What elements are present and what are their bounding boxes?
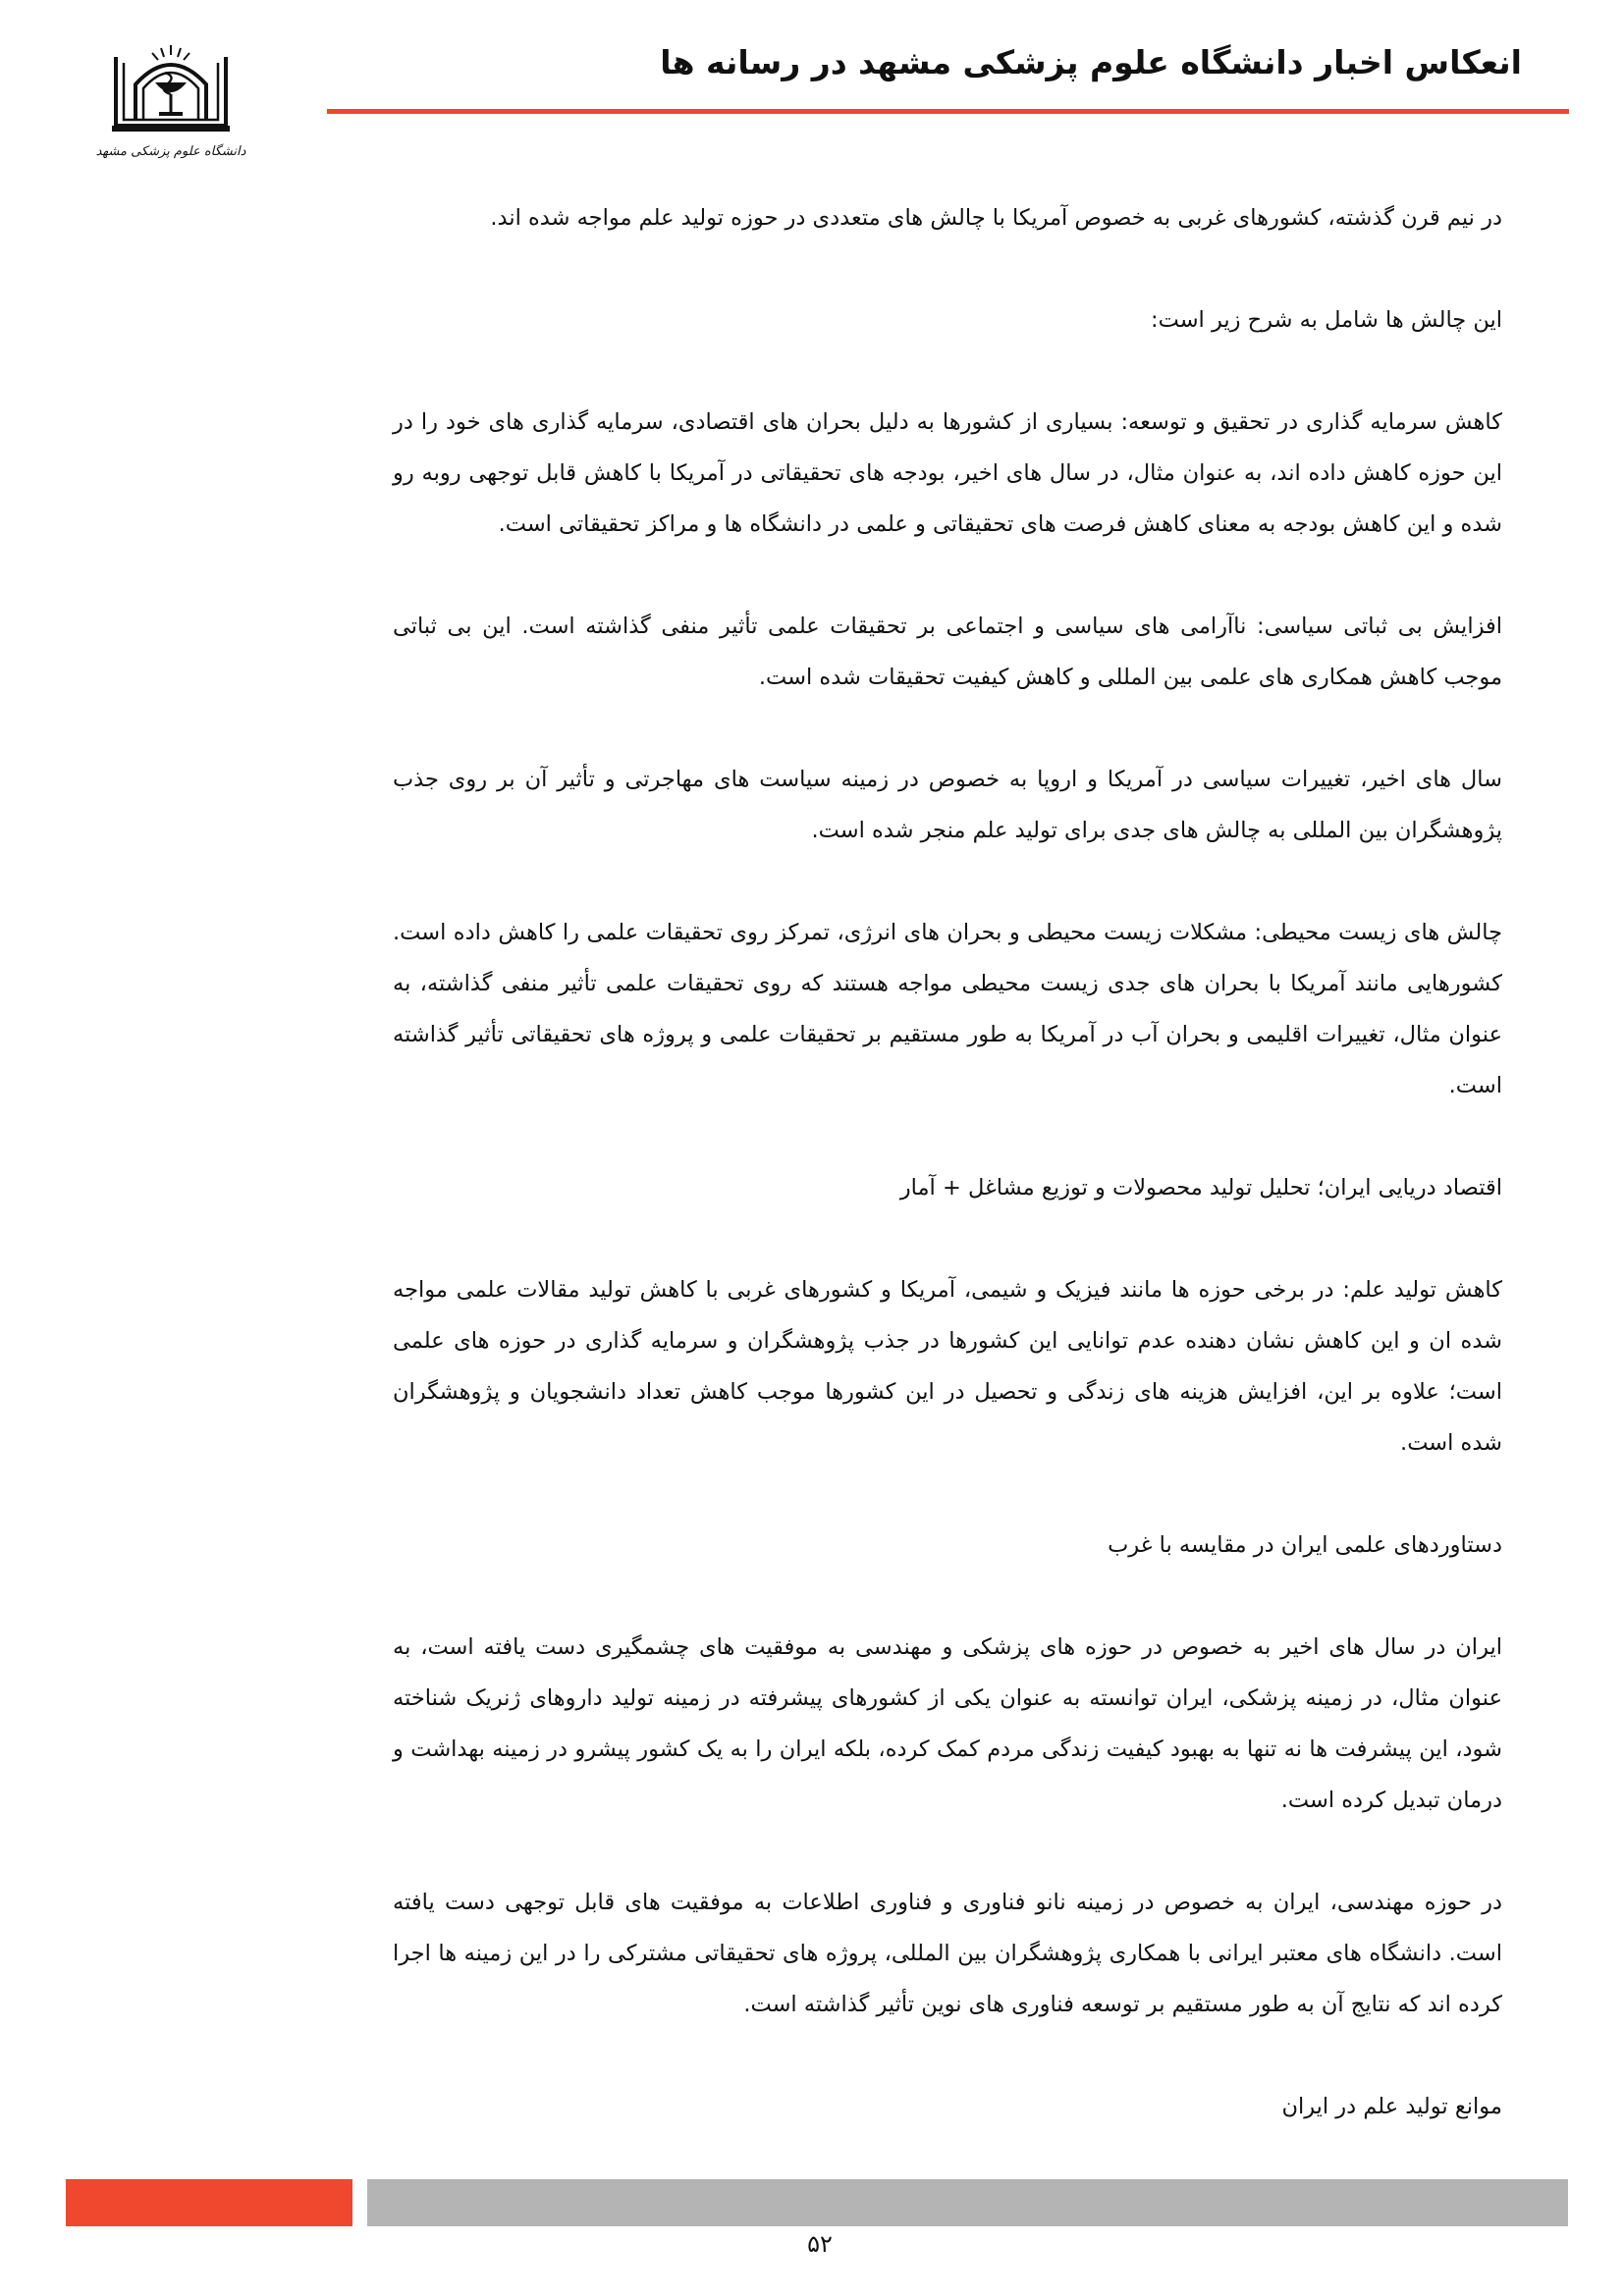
footer-bar xyxy=(367,2179,1568,2226)
footer-accent-bar xyxy=(66,2179,352,2226)
paragraph: کاهش سرمایه گذاری در تحقیق و توسعه: بسیاری از کشورها به دلیل بحران های اقتصادی، سرمایه گذاری های خود را در این حوزه کاهش داده اند، به عنوان مثال، در سال های اخیر، بودجه های تحقیقاتی در آمریکا با کاهش قابل توجهی روبه رو شده و این کاهش بودجه به معنای کاهش فرصت های تحقیقاتی و علمی در دانشگاه ها و مراکز تحقیقاتی است. xyxy=(393,409,1502,537)
paragraph: ایران در سال های اخیر به خصوص در حوزه های پزشکی و مهندسی به موفقیت های چشمگیری دست یافته است، به عنوان مثال، در زمینه پزشکی، ایران توانسته به عنوان یکی از کشورهای پیشرفته در زمینه تولید داروهای ژنریک شناخته شود، این پیشرفت ها نه تنها به بهبود کیفیت زندگی مردم کمک کرده، بلکه ایران را به یک کشور پیشرو در زمینه بهداشت و درمان تبدیل کرده است. xyxy=(393,1634,1502,1813)
paragraph: چالش های زیست محیطی: مشکلات زیست محیطی و بحران های انرژی، تمرکز روی تحقیقات علمی را کاهش داده است. کشورهایی مانند آمریکا با بحران های جدی زیست محیطی مواجه هستند که روی تحقیقات علمی تأثیر منفی گذاشته، به عنوان مثال، تغییرات اقلیمی و بحران آب در آمریکا به طور مستقیم بر تحقیقات علمی و پروژه های تحقیقاتی تأثیر گذاشته است. xyxy=(393,920,1502,1098)
section-heading: موانع تولید علم در ایران xyxy=(1281,2094,1502,2119)
university-logo xyxy=(95,39,246,167)
header-rule xyxy=(327,109,1569,114)
paragraph: در حوزه مهندسی، ایران به خصوص در زمینه نانو فناوری و فناوری اطلاعات به موفقیت های قابل توجهی دست یافته است. دانشگاه های معتبر ایرانی با همکاری پژوهشگران بین المللی، پروژه های تحقیقاتی مشترکی را در این زمینه ها اجرا کرده اند که نتایج آن به طور مستقیم بر توسعه فناوری های نوین تأثیر گذاشته است. xyxy=(393,1890,1502,2017)
paragraph: افزایش بی ثباتی سیاسی: ناآرامی های سیاسی و اجتماعی بر تحقیقات علمی تأثیر منفی گذاشته است. این بی ثباتی موجب کاهش همکاری های علمی بین المللی و کاهش کیفیت تحقیقات شده است. xyxy=(393,614,1502,690)
related-link[interactable]: اقتصاد دریایی ایران؛ تحلیل تولید محصولات و توزیع مشاغل + آمار xyxy=(899,1175,1502,1201)
article-body xyxy=(393,192,1502,2132)
paragraph: سال های اخیر، تغییرات سیاسی در آمریکا و اروپا به خصوص در زمینه سیاست های مهاجرتی و تأثیر آن بر روی جذب پژوهشگران بین المللی به چالش های جدی برای تولید علم منجر شده است. xyxy=(393,767,1502,843)
page-number: ۵۲ xyxy=(807,2230,833,2258)
paragraph: کاهش تولید علم: در برخی حوزه ها مانند فیزیک و شیمی، آمریکا و کشورهای غربی با کاهش تولید مقالات علمی مواجه شده ان و این کاهش نشان دهنده عدم توانایی این کشورها در جذب پژوهشگران و سرمایه گذاری در حوزه های علمی است؛ علاوه بر این، افزایش هزینه های زندگی و تحصیل در این کشورها موجب کاهش تعداد دانشجویان و پژوهشگران شده است. xyxy=(393,1277,1502,1456)
university-emblem-icon xyxy=(95,39,246,167)
paragraph: این چالش ها شامل به شرح زیر است: xyxy=(1151,307,1502,333)
header-title: انعکاس اخبار دانشگاه علوم پزشکی مشهد در رسانه ها xyxy=(660,43,1522,81)
logo-caption: دانشگاه علوم پزشکی مشهد xyxy=(95,144,246,159)
paragraph: در نیم قرن گذشته، کشورهای غربی به خصوص آمریکا با چالش های متعددی در حوزه تولید علم مواجه شده اند. xyxy=(490,205,1502,231)
section-heading: دستاوردهای علمی ایران در مقایسه با غرب xyxy=(1108,1532,1502,1558)
